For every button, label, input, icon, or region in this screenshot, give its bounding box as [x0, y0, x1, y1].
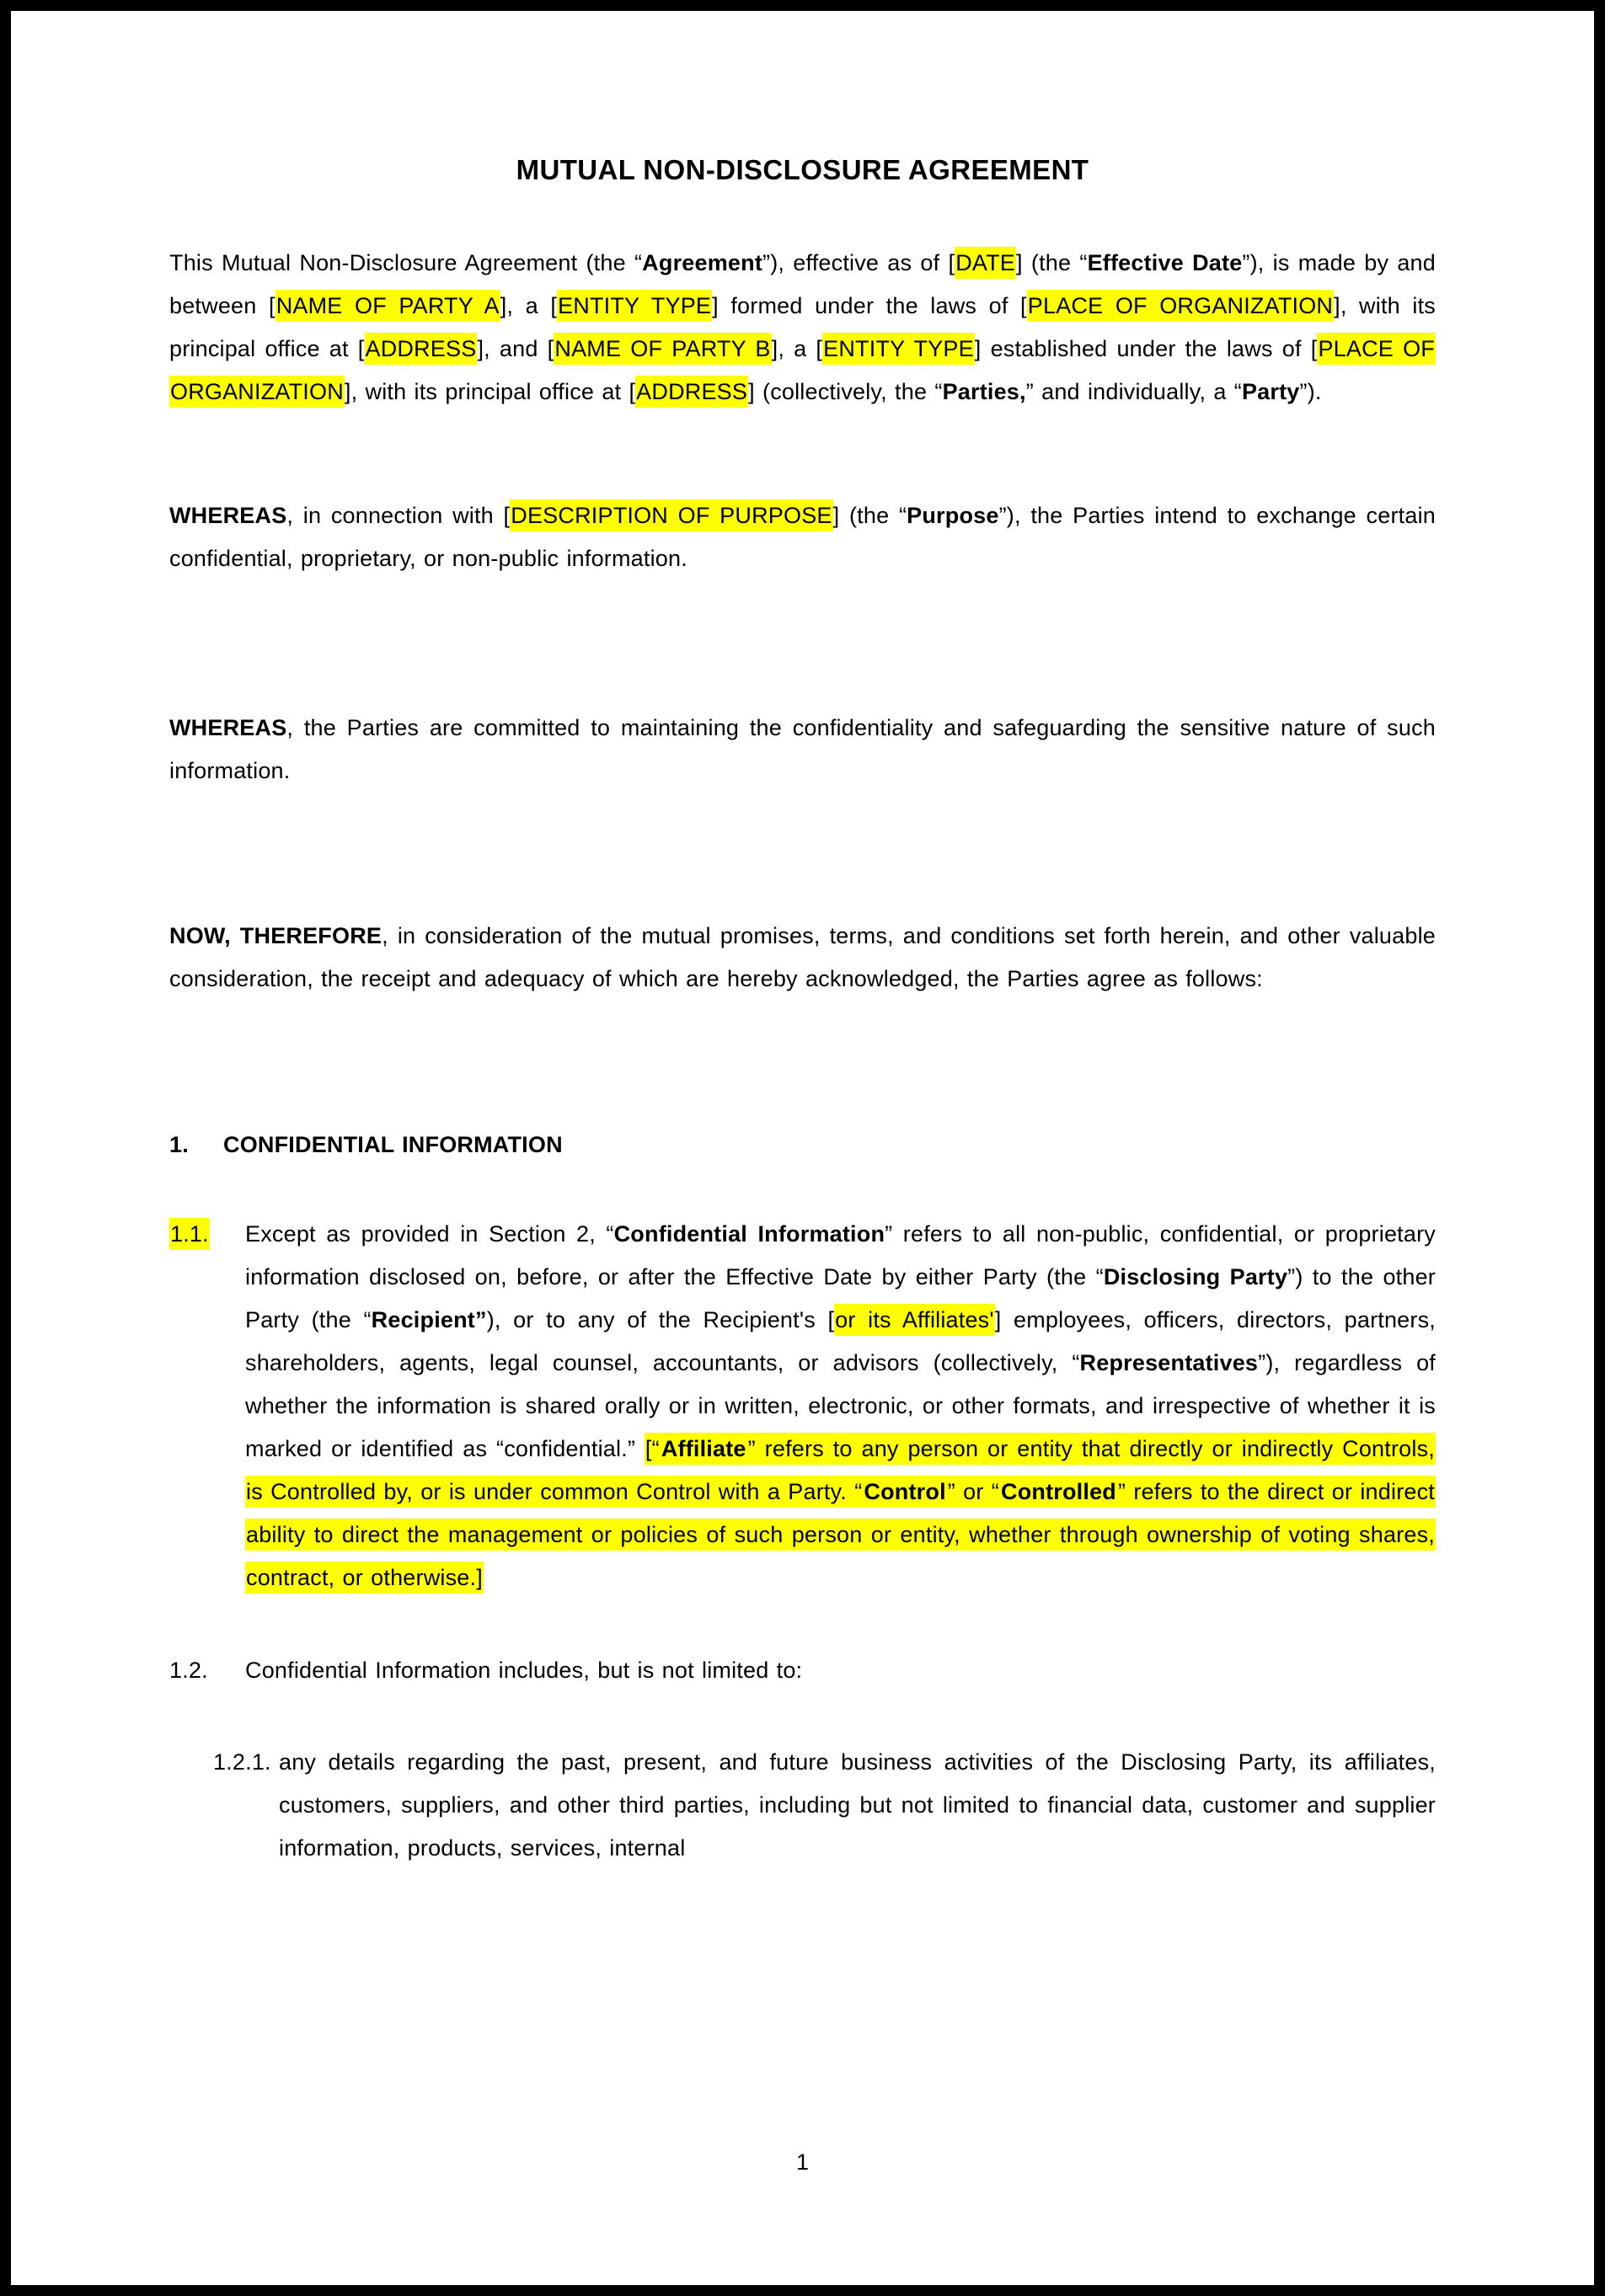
- section-1-2-1-text: any details regarding the past, present, and future business activities of the Disclosing Party, its affiliates, customers, suppliers, and other third parties, including but not limited to financial data, customer and supplier information, products, services, internal: [279, 1749, 1436, 1861]
- section-1-1: [169, 1213, 1436, 1599]
- section-1-heading: [169, 1124, 1436, 1167]
- page-number: 1: [795, 2149, 810, 2175]
- whereas-purpose-paragraph: WHEREAS, in connection with [DESCRIPTION OF PURPOSE] (the “Purpose”), the Parties intend to exchange certain confidential, proprietary, or non-public information.: [169, 494, 1436, 580]
- section-1-1-number: [169, 1213, 245, 1256]
- document-title: MUTUAL NON-DISCLOSURE AGREEMENT: [516, 154, 1089, 185]
- section-1-2-1: [213, 1741, 1436, 1870]
- now-therefore-paragraph: NOW, THEREFORE, in consideration of the mutual promises, terms, and conditions set forth herein, and other valuable consideration, the receipt and adequacy of which are hereby acknowledged, the Parties agree as follows:: [169, 923, 1436, 991]
- section-1-number: 1.: [169, 1132, 189, 1157]
- section-1-2-number: 1.2.: [169, 1658, 208, 1683]
- section-1-2-text: Confidential Information includes, but is not limited to:: [245, 1658, 803, 1683]
- intro-paragraph: This Mutual Non-Disclosure Agreement (the “Agreement”), effective as of [DATE] (the “Effective Date”), is made by and between [NAME OF PARTY A], a [ENTITY TYPE] formed under the laws of [PLACE OF ORGANIZATION], with its principal office at [ADDRESS], and [NAME OF PARTY B], a [ENTITY TYPE] established under the laws of [PLACE OF ORGANIZATION], with its principal office at [ADDRESS] (collectively, the “Parties,” and individually, a “Party”).: [169, 242, 1436, 414]
- section-1-heading-label: CONFIDENTIAL INFORMATION: [223, 1132, 563, 1157]
- section-1-1-number-highlight: 1.1.: [169, 1218, 210, 1250]
- section-1-1-text: Except as provided in Section 2, “Confidential Information” refers to all non-public, confidential, or proprietary information disclosed on, before, or after the Effective Date by either Party (the “Disclosing Party”) to the other Party (the “Recipient”), or to any of the Recipient's [or its Affiliates'] employees, officers, directors, partners, shareholders, agents, legal counsel, accountants, or advisors (collectively, “Representatives”), regardless of whether the information is shared orally or in written, electronic, or other formats, and irrespective of whether it is marked or identified as “confidential.” [“Affiliate” refers to any person or entity that directly or indirectly Controls, is Controlled by, or is under common Control with a Party. “Control” or “Controlled” refers to the direct or indirect ability to direct the management or policies of such person or entity, whether through ownership of voting shares, contract, or otherwise.]: [245, 1213, 1436, 1599]
- section-1-2: [169, 1649, 1436, 1692]
- whereas-commitment-paragraph: WHEREAS, the Parties are committed to maintaining the confidentiality and safeguarding the sensitive nature of such information.: [169, 715, 1436, 783]
- section-1-2-1-number: 1.2.1.: [213, 1749, 271, 1775]
